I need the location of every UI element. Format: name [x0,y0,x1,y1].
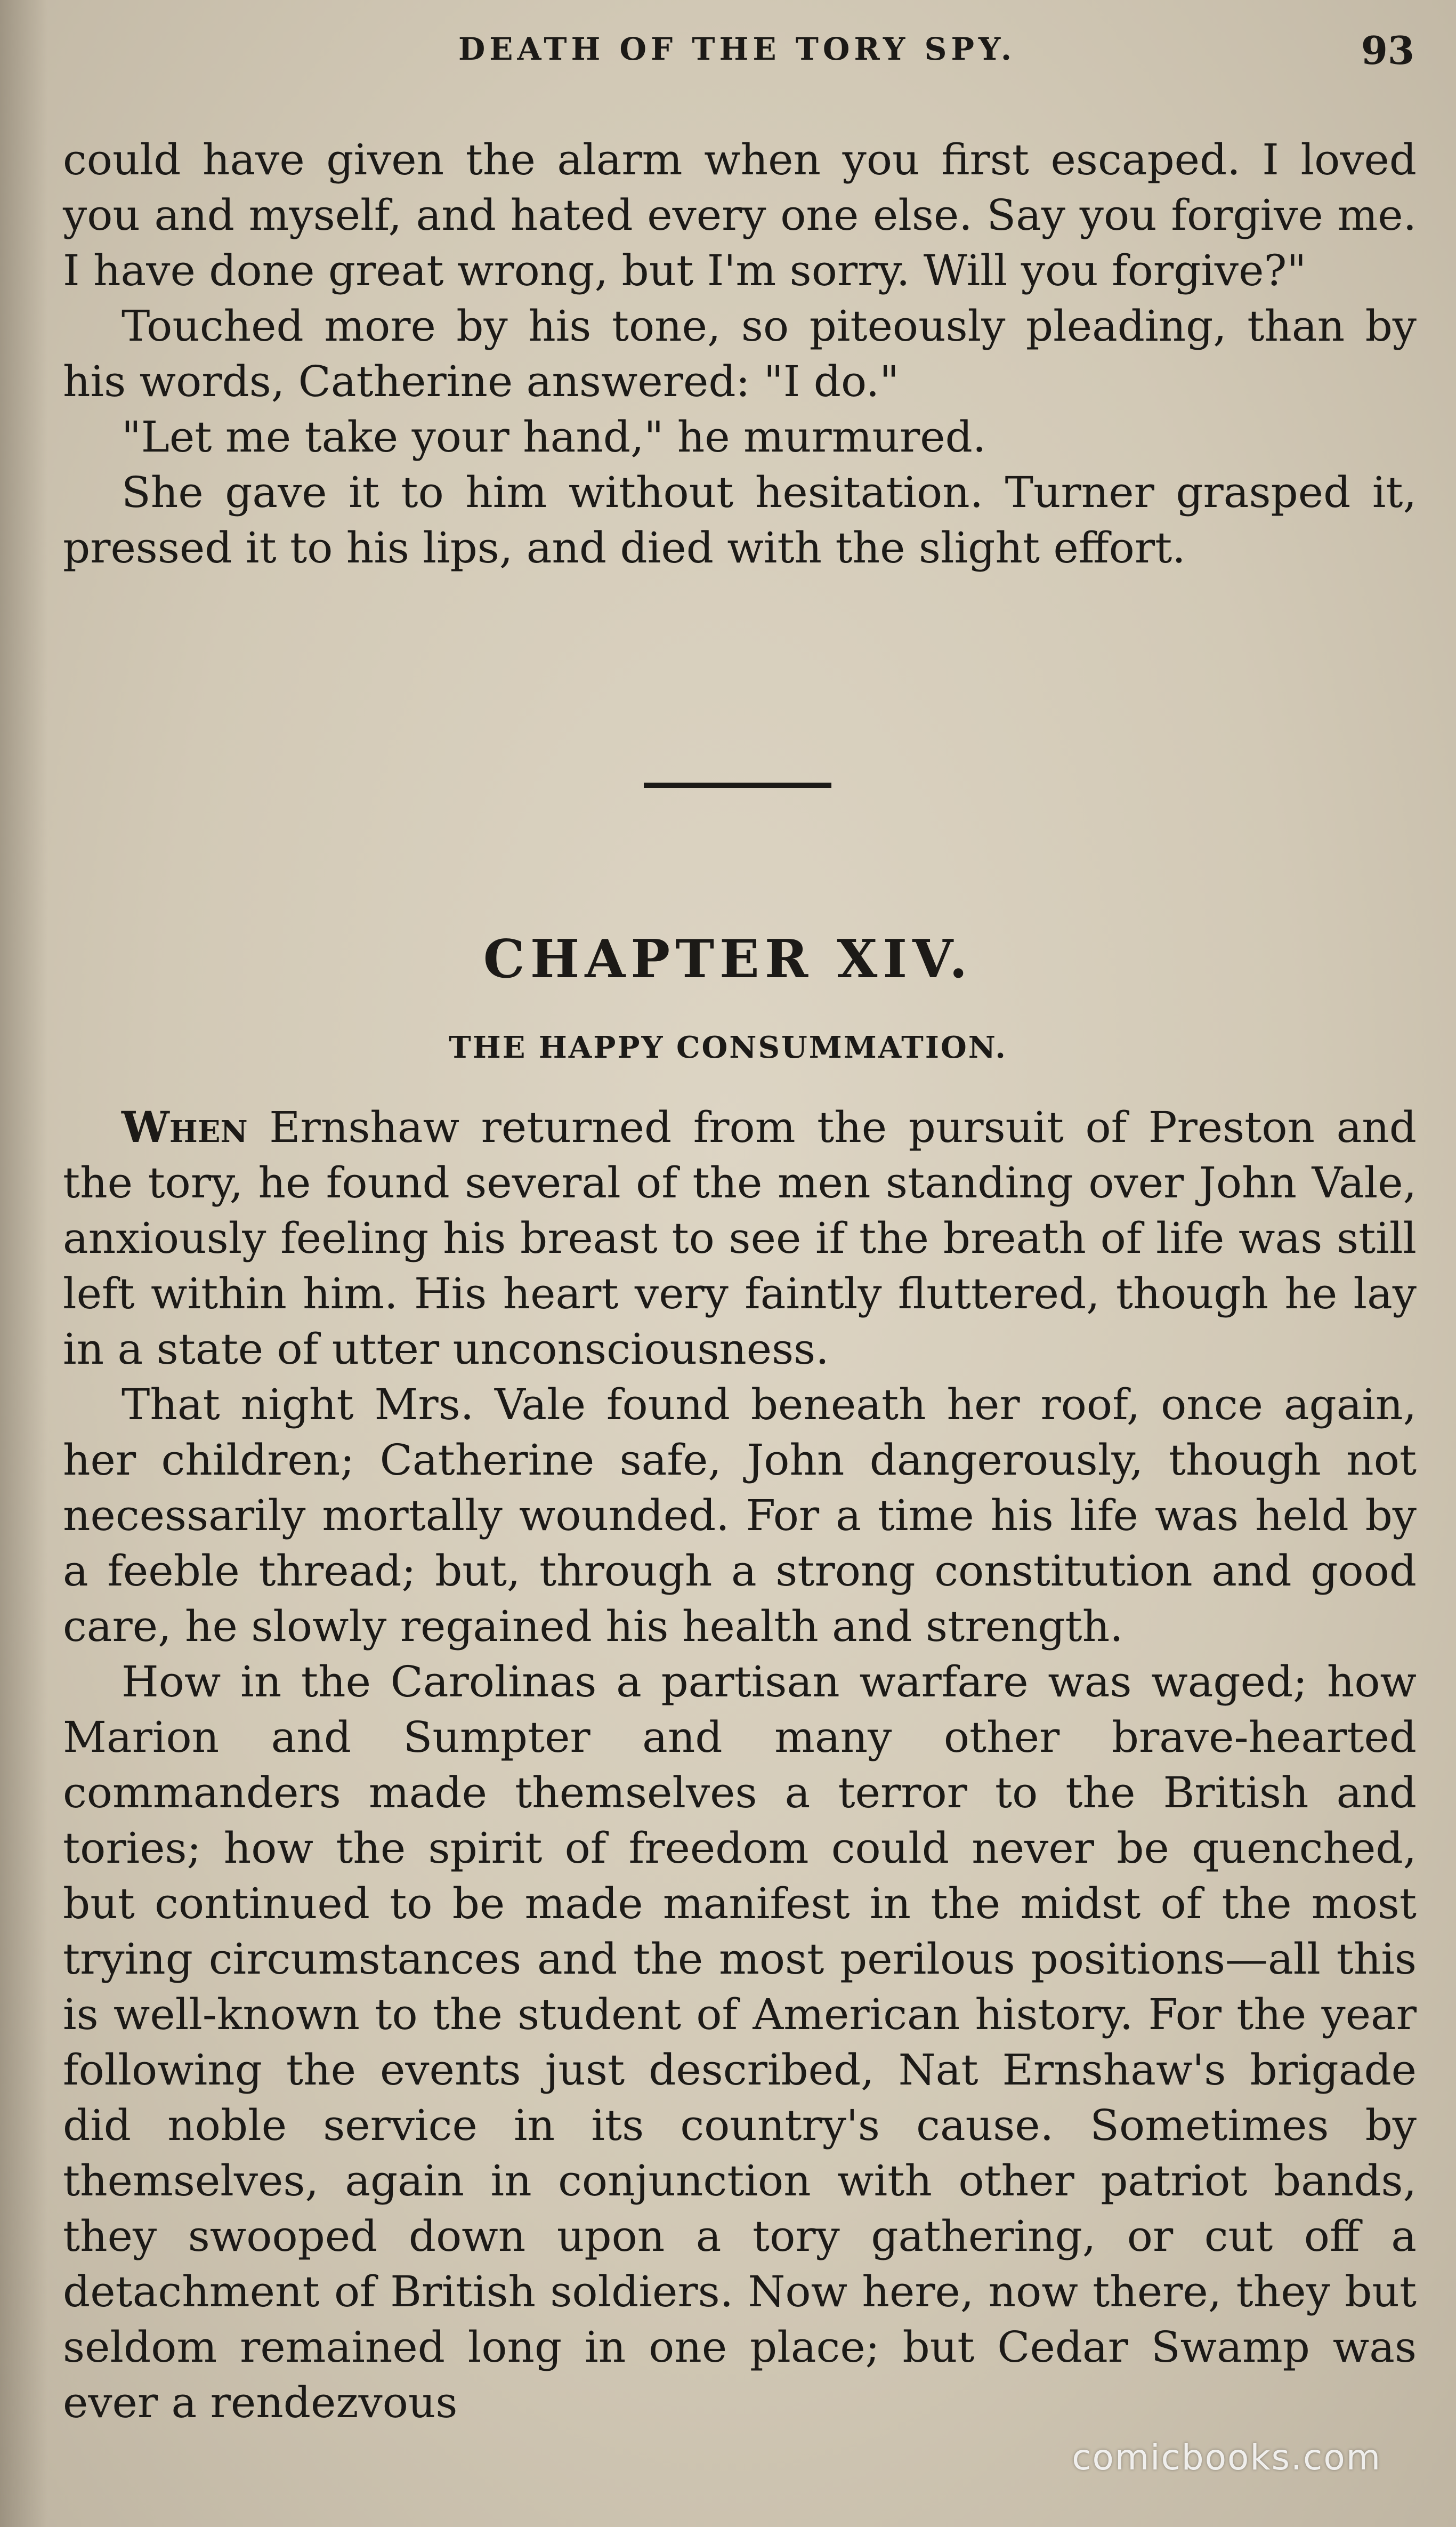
paragraph: She gave it to him without hesitation. Turner grasped it, pressed it to his lips, and died with the slight effort. [63,468,1417,573]
opening-word: When [122,1102,248,1152]
top-text-block [63,132,1417,576]
paragraph: could have given the alarm when you first escaped. I loved you and myself, and hated every one else. Say you forgive me. I have done great wrong, but I'm sorry. Will you forgive?" [63,135,1417,295]
paragraph: Touched more by his tone, so piteously pleading, than by his words, Catherine answered: "I do." [63,301,1417,406]
chapter-subtitle: THE HAPPY CONSUMMATION. [449,1030,1007,1065]
paragraph-text: Ernshaw returned from the pursuit of Preston and the tory, he found several of the men standing over John Vale, anxiously feeling his breast to see if the breath of life was still left within him. His heart very faintly fluttered, though he lay in a state of utter unconsciousness. [63,1102,1417,1374]
paragraph: That night Mrs. Vale found beneath her roof, once again, her children; Catherine safe, John dangerously, though not necessarily mortally wounded. For a time his life was held by a feeble thread; but, through a strong constitution and good care, he slowly regained his health and strength. [63,1380,1417,1651]
running-head: DEATH OF THE TORY SPY. [458,31,1016,67]
bottom-text-block [63,1099,1417,2431]
page-number: 93 [1361,28,1414,73]
paragraph: How in the Carolinas a partisan warfare was waged; how Marion and Sumpter and many other brave-hearted commanders made themselves a terror to the British and tories; how the spirit of freedom could never be quenched, but continued to be made manifest in the midst of the most trying circumstances and the most perilous positions—all this is well-known to the student of American history. For the year following the events just described, Nat Ernshaw's brigade did noble service in its country's cause. Sometimes by themselves, again in conjunction with other patriot bands, they swooped down upon a tory gathering, or cut off a detachment of British soldiers. Now here, now there, they but seldom remained long in one place; but Cedar Swamp was ever a rendezvous [63,1657,1417,2427]
section-divider [644,783,831,788]
chapter-title: CHAPTER XIV. [483,929,973,990]
paragraph [63,1099,1417,1377]
watermark: comicbooks.com [1072,2437,1381,2478]
page-edge-shadow [0,0,48,2527]
paragraph: "Let me take your hand," he murmured. [122,412,986,462]
